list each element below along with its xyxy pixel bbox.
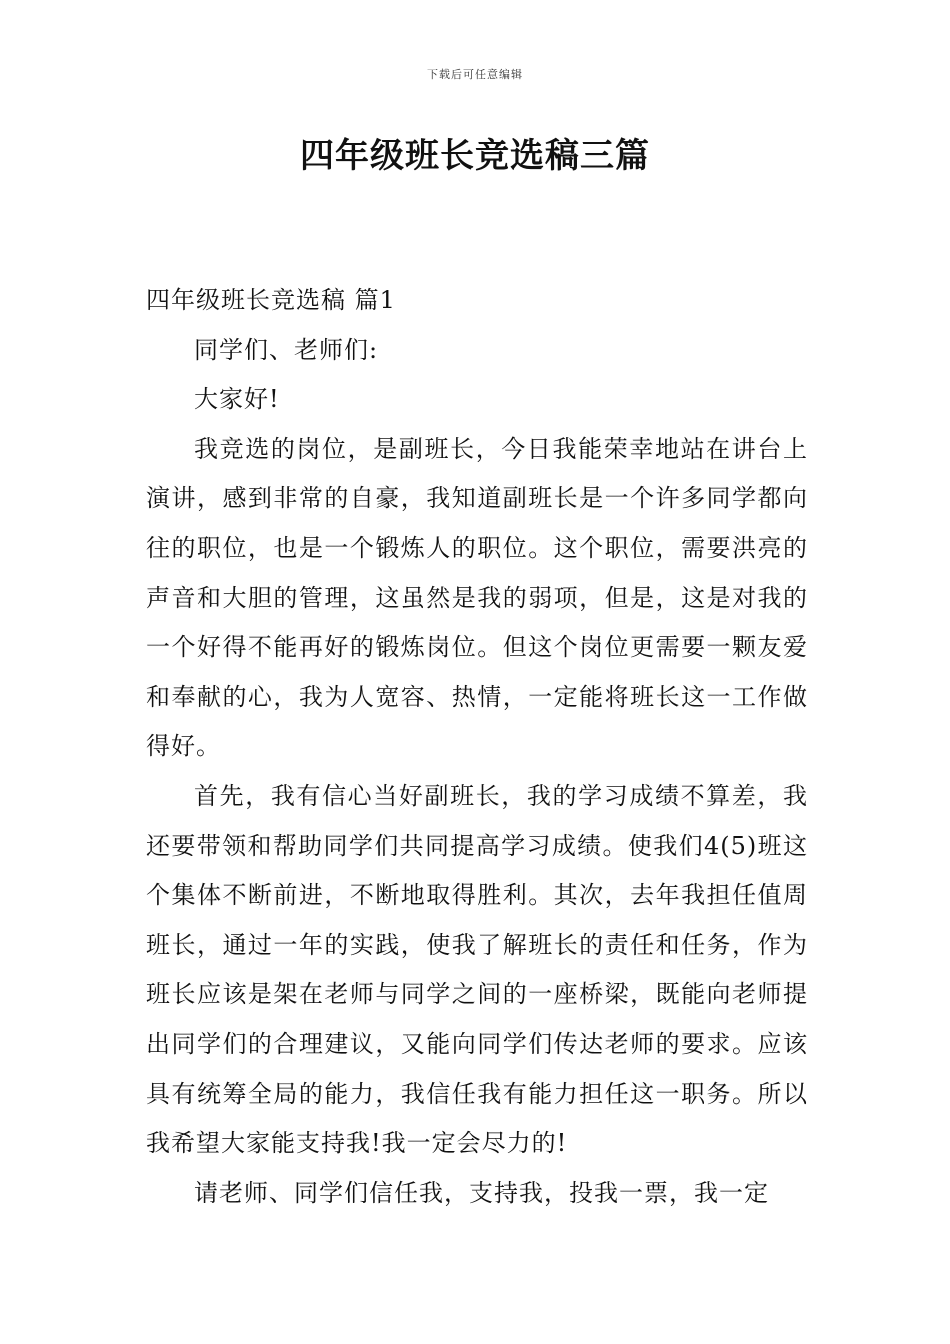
paragraph-salutation: 同学们、老师们: bbox=[194, 335, 379, 364]
header-note: 下载后可任意编辑 bbox=[427, 68, 523, 81]
paragraph-intro: 我竞选的岗位，是副班长，今日我能荣幸地站在讲台上演讲，感到非常的自豪，我知道副班长是一个许多同学都向往的职位，也是一个锻炼人的职位。这个职位，需要洪亮的声音和大胆的管理，这虽然是我的弱项，但是，这是对我的一个好得不能再好的锻炼岗位。但这个岗位更需要一颗友爱和奉献的心，我为人宽容、热情，一定能将班长这一工作做得好。 bbox=[146, 434, 808, 761]
document-title: 四年级班长竞选稿三篇 bbox=[300, 136, 650, 176]
document-body bbox=[146, 276, 808, 1218]
paragraph-qualifications: 首先，我有信心当好副班长，我的学习成绩不算差，我还要带领和帮助同学们共同提高学习成绩。使我们4(5)班这个集体不断前进，不断地取得胜利。其次，去年我担任值周班长，通过一年的实践，使我了解班长的责任和任务，作为班长应该是架在老师与同学之间的一座桥梁，既能向老师提出同学们的合理建议，又能向同学们传达老师的要求。应该具有统筹全局的能力，我信任我有能力担任这一职务。所以我希望大家能支持我!我一定会尽力的! bbox=[146, 781, 808, 1158]
paragraph-closing: 请老师、同学们信任我，支持我，投我一票，我一定 bbox=[194, 1178, 769, 1207]
section-heading: 四年级班长竞选稿 篇1 bbox=[146, 286, 396, 314]
paragraph-greeting: 大家好! bbox=[194, 385, 280, 414]
